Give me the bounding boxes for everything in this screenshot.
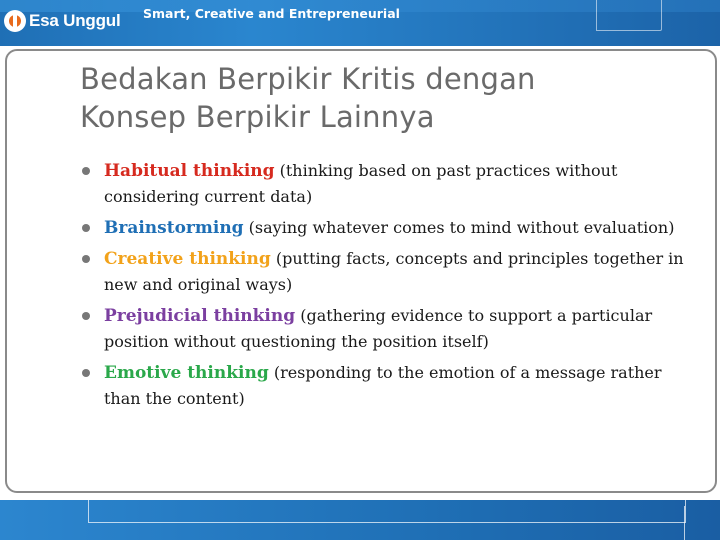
bullet-description: (saying whatever comes to mind without evaluation)	[243, 218, 675, 237]
bullet-list	[80, 158, 690, 417]
bullet-description: (responding to the emotion of a message rather than the content)	[104, 363, 662, 408]
bullet-item	[80, 215, 690, 241]
bullet-term: Creative thinking	[104, 249, 271, 269]
bullet-item	[80, 360, 690, 412]
bullet-term: Prejudicial thinking	[104, 306, 296, 326]
bullet-description: (putting facts, concepts and principles together in new and original ways)	[104, 249, 684, 294]
bullet-dot-icon	[82, 167, 90, 175]
bullet-item	[80, 246, 690, 298]
bullet-item	[80, 303, 690, 355]
banner-decoration	[596, 0, 662, 31]
bullet-dot-icon	[82, 255, 90, 263]
bullet-dot-icon	[82, 224, 90, 232]
university-logo	[4, 6, 121, 36]
bullet-item	[80, 158, 690, 210]
top-banner	[0, 0, 720, 46]
bullet-term: Emotive thinking	[104, 363, 269, 383]
slide-title-line-2: Konsep Berpikir Lainnya	[80, 100, 435, 134]
bullet-dot-icon	[82, 312, 90, 320]
bullet-description: (thinking based on past practices without considering current data)	[104, 161, 618, 206]
bullet-dot-icon	[82, 369, 90, 377]
bullet-description: (gathering evidence to support a particular position without questioning the position itself)	[104, 306, 653, 351]
footer-decoration	[88, 500, 686, 523]
footer-decoration-right	[684, 506, 719, 540]
slide-title-line-1: Bedakan Berpikir Kritis dengan	[80, 62, 536, 96]
slide-title	[80, 60, 680, 136]
logo-icon	[4, 10, 26, 32]
bullet-term: Brainstorming	[104, 218, 244, 238]
logo-text: Esa Unggul	[29, 11, 121, 30]
bullet-term: Habitual thinking	[104, 161, 275, 181]
tagline: Smart, Creative and Entrepreneurial	[143, 6, 400, 21]
bottom-banner	[0, 500, 720, 540]
